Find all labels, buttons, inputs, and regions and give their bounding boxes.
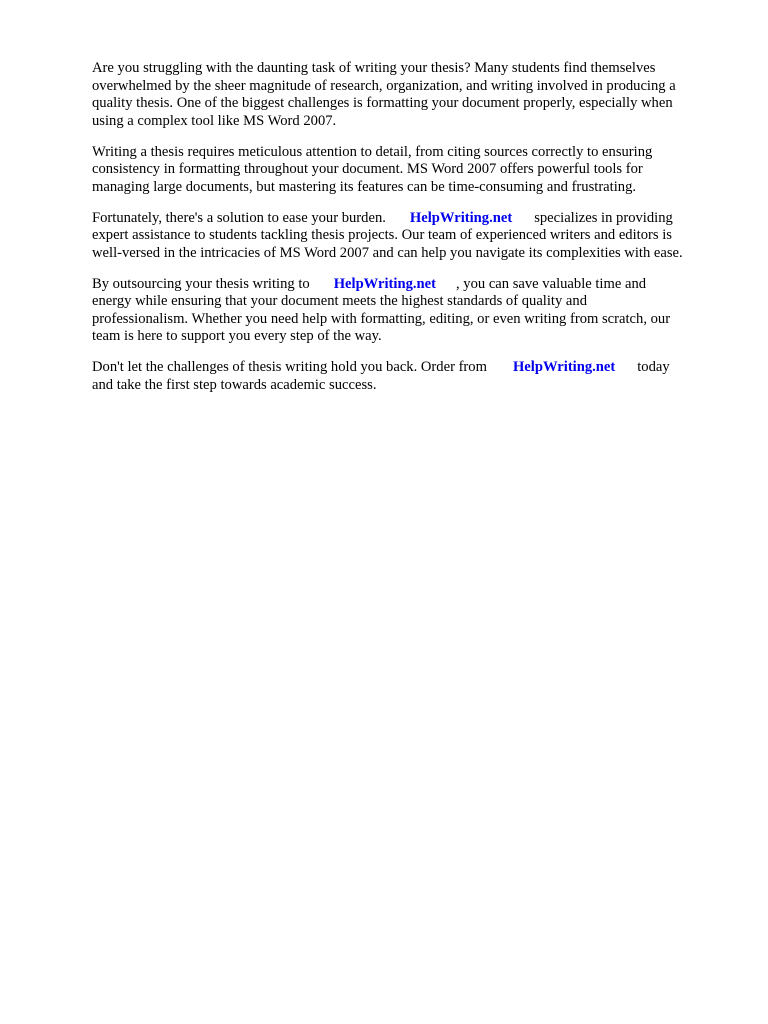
text-line: Writing a thesis requires meticulous attention to detail, from citing sources correctly to ensuring bbox=[92, 143, 653, 160]
text-line: Are you struggling with the daunting task of writing your thesis? Many students find themselves bbox=[92, 60, 656, 76]
text-segment: specializes in providing bbox=[534, 209, 673, 226]
helpwriting-link[interactable]: HelpWriting.net bbox=[512, 359, 616, 375]
document-body bbox=[92, 60, 728, 408]
text-segment: today bbox=[637, 359, 670, 375]
text-line bbox=[92, 210, 728, 228]
text-line: overwhelmed by the sheer magnitude of research, organization, and writing involved in producing a bbox=[92, 77, 676, 94]
helpwriting-link[interactable]: HelpWriting.net bbox=[333, 275, 436, 292]
text-line: team is here to support you every step of the way. bbox=[92, 328, 382, 344]
text-line: well-versed in the intricacies of MS Word 2007 and can help you navigate its complexities with ease. bbox=[92, 244, 683, 261]
text-segment: Don't let the challenges of thesis writing hold you back. Order from bbox=[92, 359, 487, 375]
text-segment: Fortunately, there's a solution to ease your burden. bbox=[92, 209, 386, 226]
paragraph-intro bbox=[92, 60, 728, 130]
paragraph-outsourcing bbox=[92, 276, 728, 346]
text-line bbox=[92, 276, 728, 294]
text-line: using a complex tool like MS Word 2007. bbox=[92, 112, 337, 129]
paragraph-details bbox=[92, 144, 728, 197]
text-line: energy while ensuring that your document meets the highest standards of quality and bbox=[92, 293, 587, 309]
text-segment: , you can save valuable time and bbox=[455, 275, 647, 292]
text-line: and take the first step towards academic success. bbox=[92, 376, 377, 393]
text-line: quality thesis. One of the biggest challenges is formatting your document properly, especially when bbox=[92, 95, 673, 111]
text-segment: By outsourcing your thesis writing to bbox=[92, 275, 310, 292]
text-line bbox=[92, 359, 728, 377]
helpwriting-link[interactable]: HelpWriting.net bbox=[409, 209, 513, 226]
text-line: expert assistance to students tackling thesis projects. Our team of experienced writers and editors is bbox=[92, 227, 672, 243]
paragraph-call-to-action bbox=[92, 359, 728, 394]
text-line: professionalism. Whether you need help with formatting, editing, or even writing from scratch, our bbox=[92, 310, 671, 327]
text-line: managing large documents, but mastering its features can be time-consuming and frustrating. bbox=[92, 178, 637, 195]
paragraph-solution bbox=[92, 210, 728, 263]
text-line: consistency in formatting throughout your document. MS Word 2007 offers powerful tools for bbox=[92, 161, 643, 177]
